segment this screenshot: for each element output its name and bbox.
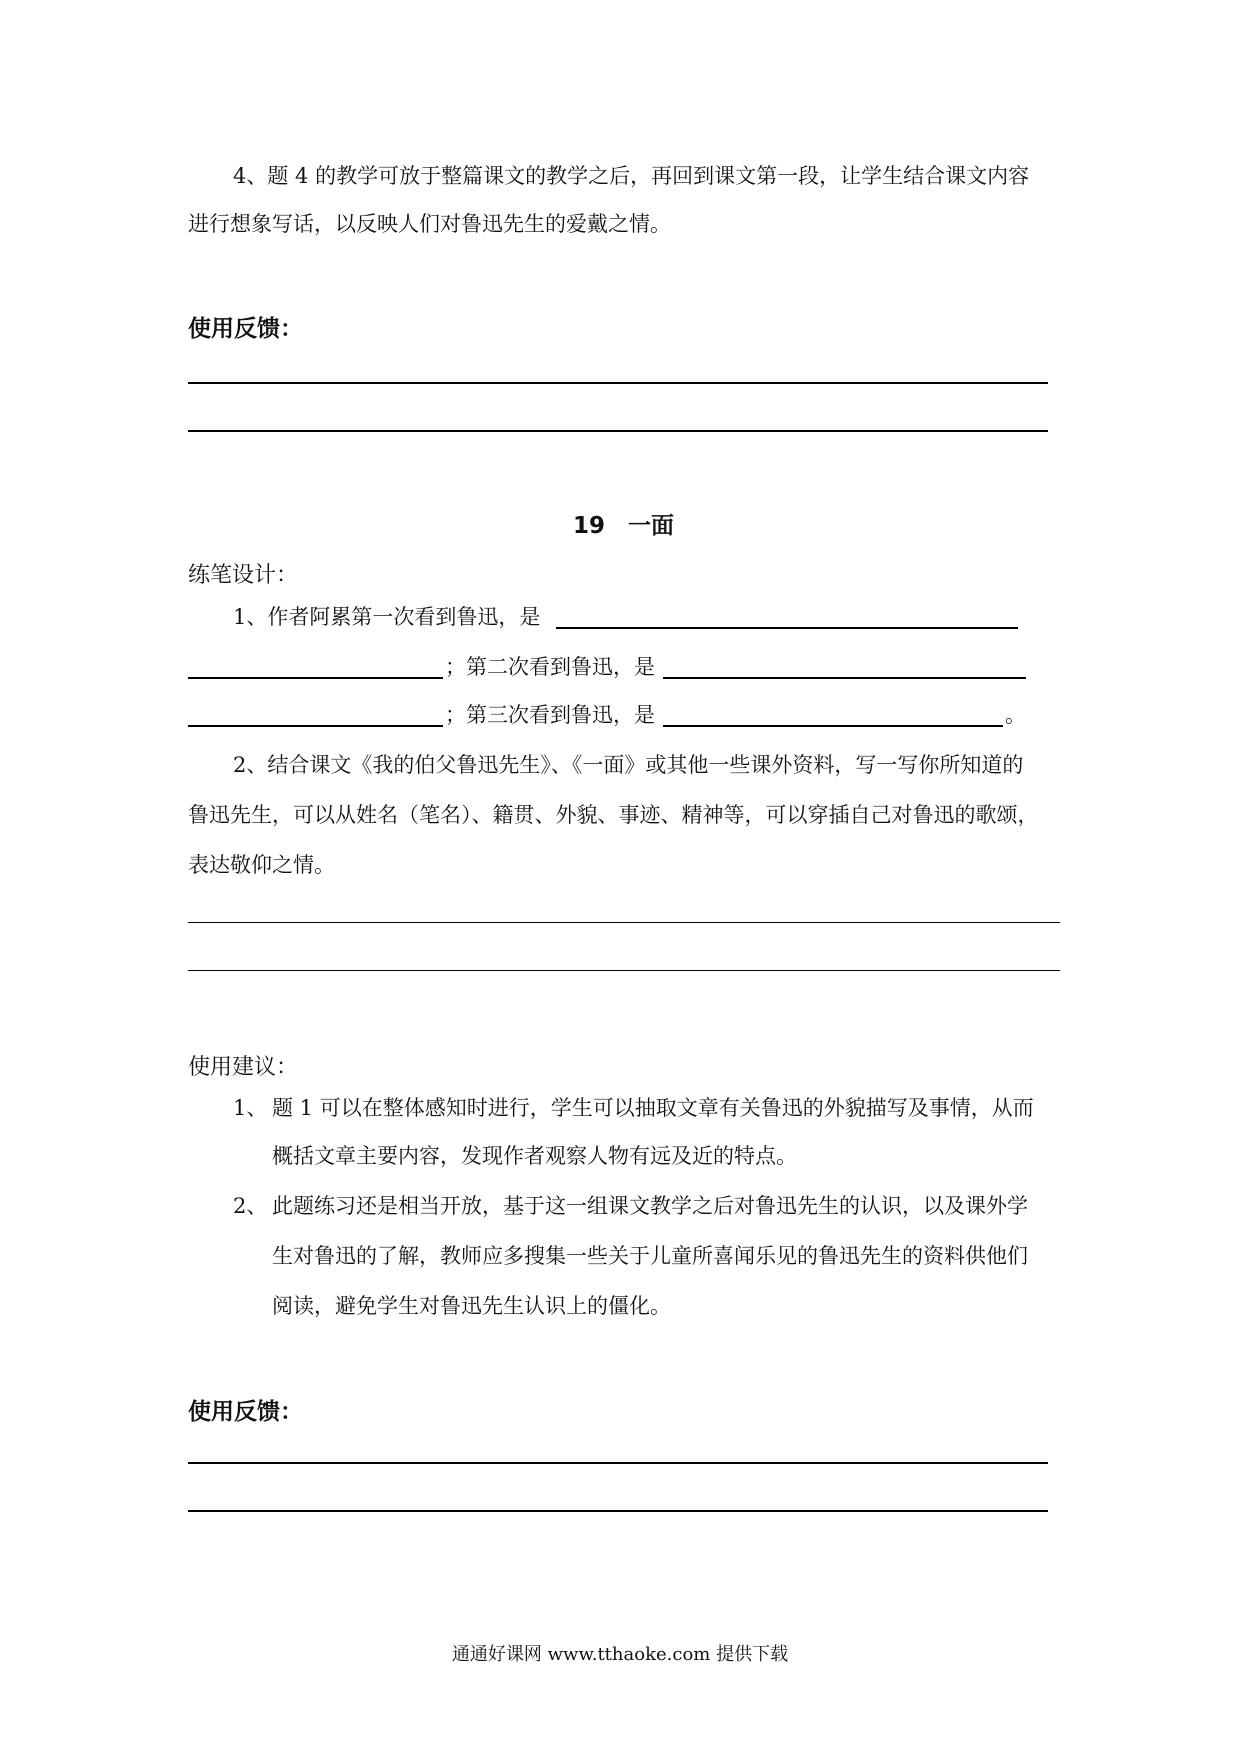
q1-blank-5 [663, 725, 1003, 727]
suggest-1-line1: 题 1 可以在整体感知时进行，学生可以抽取文章有关鲁迅的外貌描写及事情，从而 [272, 1096, 1034, 1120]
suggest-heading: 使用建议： [188, 1055, 299, 1080]
suggest-2-line2: 生对鲁迅的了解，教师应多搜集一些关于儿童所喜闻乐见的鲁迅先生的资料供他们 [272, 1244, 1028, 1268]
q1-end: 。 [1005, 703, 1026, 727]
q2-line3: 表达敬仰之情。 [188, 853, 335, 877]
q1-prefix: 1、作者阿累第一次看到鲁迅，是 [233, 605, 541, 629]
answer-line-2 [188, 970, 1060, 971]
practice-heading: 练笔设计： [188, 563, 299, 588]
suggest-1-line2: 概括文章主要内容，发现作者观察人物有远及近的特点。 [272, 1144, 797, 1168]
q1-second: ；第二次看到鲁迅，是 [445, 655, 655, 679]
feedback-line-2b [188, 1510, 1048, 1512]
feedback-heading-2: 使用反馈： [188, 1399, 303, 1425]
feedback-line-1a [188, 382, 1048, 384]
q1-blank-3 [663, 677, 1026, 679]
lesson-title: 19 一面 [573, 513, 675, 539]
q2-line1: 2、结合课文《我的伯父鲁迅先生》、《一面》或其他一些课外资料，写一写你所知道的 [233, 753, 1024, 777]
q1-blank-2 [188, 677, 443, 679]
item4-line1: 4、题 4 的教学可放于整篇课文的教学之后，再回到课文第一段，让学生结合课文内容 [233, 164, 1030, 188]
item4-line2: 进行想象写话，以反映人们对鲁迅先生的爱戴之情。 [188, 212, 671, 236]
feedback-line-1b [188, 430, 1048, 432]
q1-third: ；第三次看到鲁迅，是 [445, 703, 655, 727]
suggest-1-num: 1、 [233, 1096, 268, 1120]
q1-blank-1 [556, 627, 1018, 629]
answer-line-1 [188, 922, 1060, 923]
q1-blank-4 [188, 725, 443, 727]
page-footer: 通通好课网 www.tthaoke.com 提供下载 [451, 1644, 789, 1665]
suggest-2-num: 2、 [233, 1194, 268, 1218]
suggest-2-line3: 阅读，避免学生对鲁迅先生认识上的僵化。 [272, 1294, 671, 1318]
q2-line2: 鲁迅先生，可以从姓名（笔名）、籍贯、外貌、事迹、精神等，可以穿插自己对鲁迅的歌颂， [188, 803, 1039, 827]
suggest-2-line1: 此题练习还是相当开放，基于这一组课文教学之后对鲁迅先生的认识，以及课外学 [272, 1194, 1028, 1218]
feedback-line-2a [188, 1462, 1048, 1464]
feedback-heading-1: 使用反馈： [188, 316, 303, 342]
